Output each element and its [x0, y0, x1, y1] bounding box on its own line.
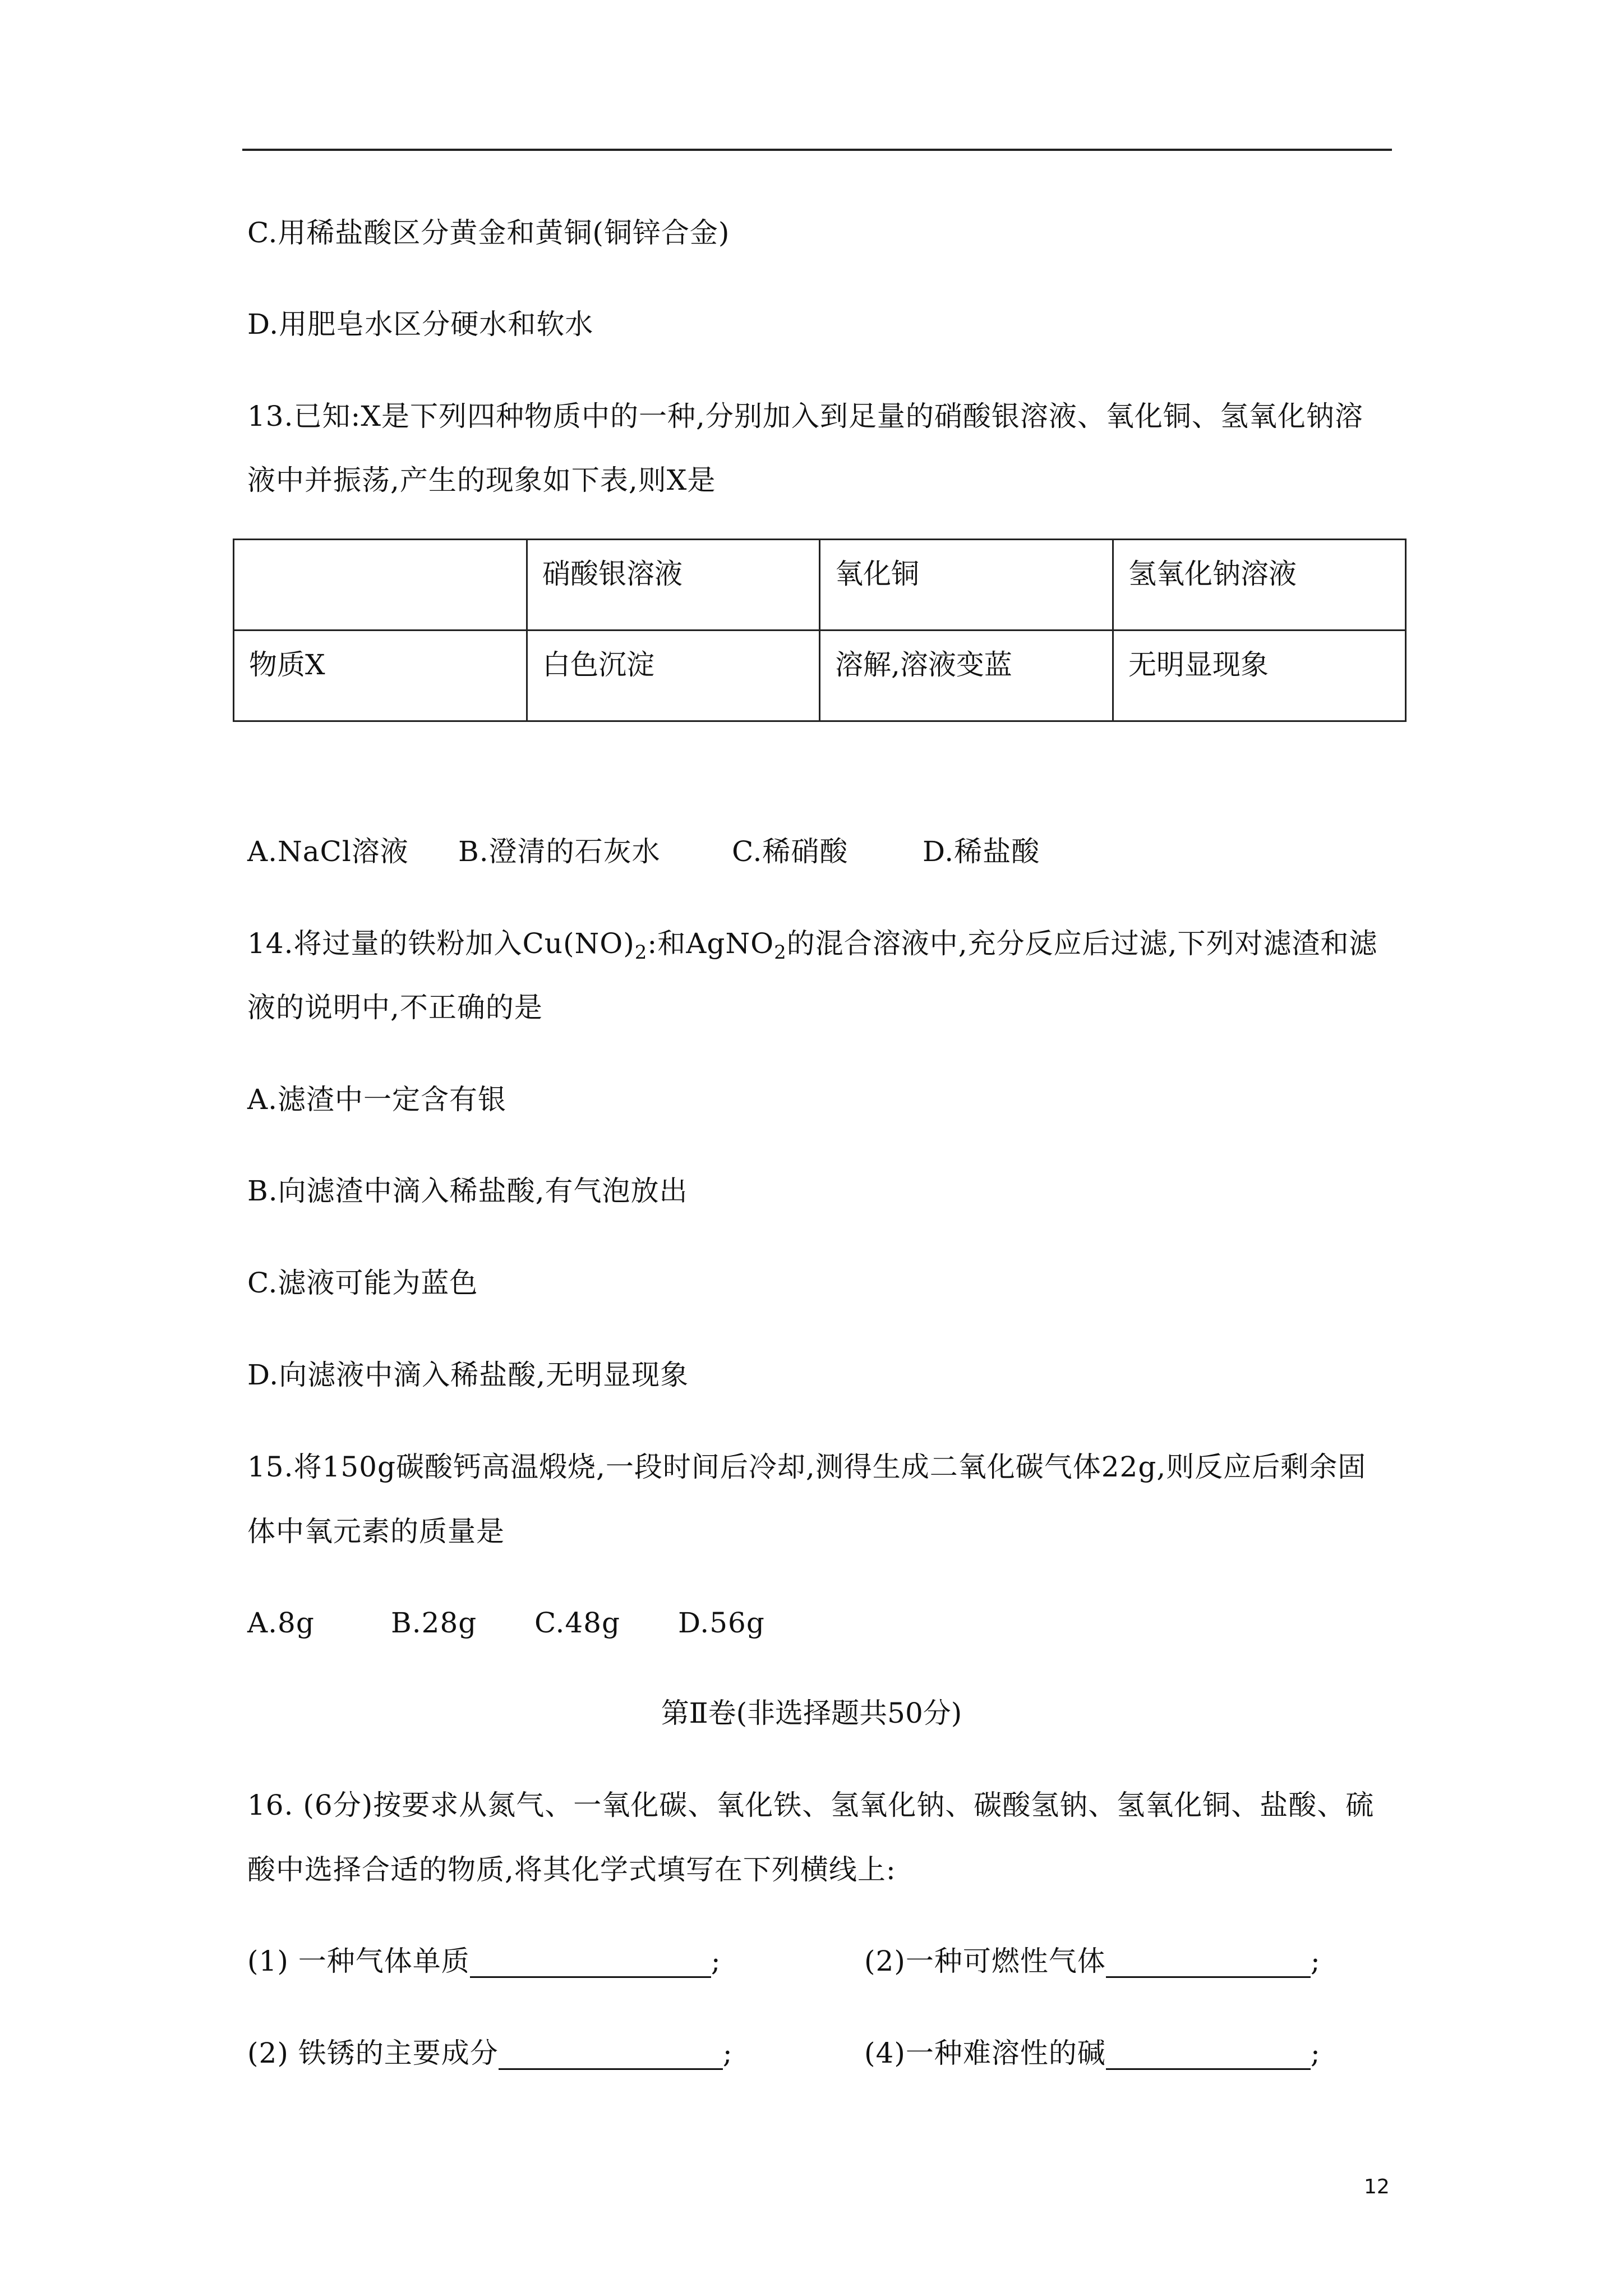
answer-blank[interactable] [499, 2041, 723, 2070]
header-rule [242, 149, 1392, 151]
page-number: 12 [1364, 2175, 1390, 2198]
answer-blank[interactable] [1106, 2041, 1311, 2070]
subscript: 2 [774, 941, 787, 964]
semicolon: ; [1310, 1945, 1321, 1977]
semicolon: ; [711, 1945, 721, 1977]
table-cell: 物质X [234, 631, 527, 721]
option-c-previous: C.用稀盐酸区分黄金和黄铜(铜锌合金) [247, 217, 730, 249]
q14-text-a: 14.将过量的铁粉加入Cu(NO) [247, 927, 635, 960]
answer-blank[interactable] [1106, 1949, 1311, 1978]
fill-item-4 [864, 2036, 1321, 2070]
q14-option-c: C.滤液可能为蓝色 [247, 1267, 478, 1299]
q14-option-d: D.向滤液中滴入稀盐酸,无明显现象 [247, 1359, 689, 1391]
fill-item-label: (1) 一种气体单质 [247, 1945, 470, 1977]
option-a: A.NaCl溶液 [247, 835, 409, 868]
fill-item-label: (2) 铁锈的主要成分 [247, 2037, 499, 2069]
option-d-previous: D.用肥皂水区分硬水和软水 [247, 308, 594, 341]
q13-stem-line1: 13.已知:X是下列四种物质中的一种,分别加入到足量的硝酸银溶液、氧化铜、氢氧化钠溶 [247, 400, 1363, 432]
q15-stem-line1: 15.将150g碳酸钙高温煅烧,一段时间后冷却,测得生成二氧化碳气体22g,则反应后剩余固 [247, 1451, 1367, 1483]
table-row [234, 631, 1406, 721]
q14-option-a: A.滤渣中一定含有银 [247, 1083, 507, 1116]
fill-item-2 [864, 1944, 1321, 1978]
fill-item-label: (2)一种可燃性气体 [864, 1945, 1106, 1977]
option-d: D.56g [678, 1607, 765, 1639]
q14-stem-line2: 液的说明中,不正确的是 [247, 991, 543, 1024]
option-c: C.48g [534, 1607, 620, 1639]
table-cell: 无明显现象 [1113, 631, 1406, 721]
q16-stem-line1: 16. (6分)按要求从氮气、一氧化碳、氧化铁、氢氧化钠、碳酸氢钠、氢氧化铜、盐酸、硫 [247, 1789, 1375, 1821]
q14-option-b: B.向滤渣中滴入稀盐酸,有气泡放出 [247, 1175, 688, 1207]
q13-options [247, 835, 1040, 868]
q15-options [247, 1606, 765, 1640]
q16-row2 [247, 2036, 1321, 2070]
subscript: 2 [634, 941, 648, 964]
option-b: B.28g [391, 1607, 477, 1639]
table-header-cell: 氧化铜 [820, 540, 1113, 631]
q13-table [233, 539, 1407, 722]
semicolon: ; [1310, 2037, 1321, 2069]
table-cell: 溶解,溶液变蓝 [820, 631, 1113, 721]
q14-text-c: 的混合溶液中,充分反应后过滤,下列对滤渣和滤 [786, 927, 1378, 960]
fill-item-label: (4)一种难溶性的碱 [864, 2037, 1106, 2069]
option-d: D.稀盐酸 [923, 835, 1040, 868]
table-header-cell [234, 540, 527, 631]
q16-stem-line2: 酸中选择合适的物质,将其化学式填写在下列横线上: [247, 1853, 896, 1886]
q14-stem-line1 [247, 927, 1378, 969]
option-c: C.稀硝酸 [732, 835, 849, 868]
fill-item-1 [247, 1944, 864, 1978]
option-b: B.澄清的石灰水 [458, 835, 661, 868]
table-header-row [234, 540, 1406, 631]
semicolon: ; [722, 2037, 733, 2069]
answer-blank[interactable] [470, 1949, 711, 1978]
section-title: 第Ⅱ卷(非选择题共50分) [661, 1697, 962, 1729]
table-header-cell: 硝酸银溶液 [527, 540, 820, 631]
table-cell: 白色沉淀 [527, 631, 820, 721]
q15-stem-line2: 体中氧元素的质量是 [247, 1515, 505, 1548]
table-header-cell: 氢氧化钠溶液 [1113, 540, 1406, 631]
q13-stem-line2: 液中并振荡,产生的现象如下表,则X是 [247, 464, 716, 496]
option-a: A.8g [247, 1607, 315, 1639]
q16-row1 [247, 1944, 1321, 1978]
fill-item-3 [247, 2036, 864, 2070]
q14-text-b: :和AgNO [647, 927, 774, 960]
